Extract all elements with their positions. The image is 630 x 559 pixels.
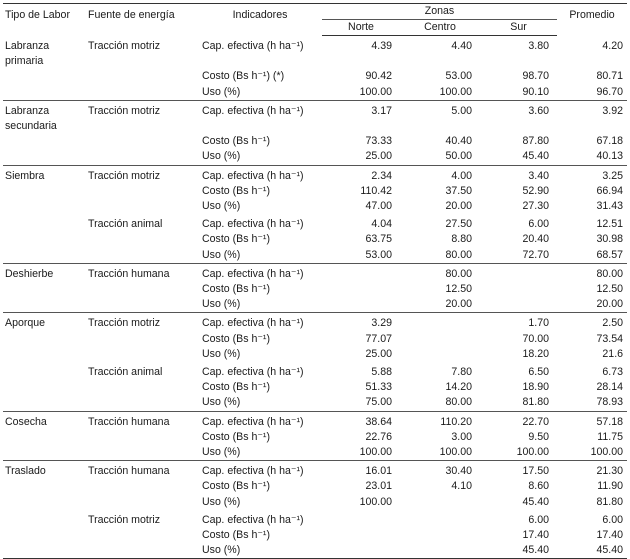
cell-tipo-labor	[3, 528, 86, 543]
cell-fuente-energia	[86, 85, 198, 101]
cell-sur: 6.50	[528, 365, 550, 378]
cell-tipo-labor	[3, 184, 86, 199]
cell-norte: 16.01	[322, 461, 400, 480]
table-row	[3, 380, 627, 395]
cell-promedio: 78.93	[596, 396, 624, 409]
header-centro: Centro	[400, 20, 480, 36]
cell-norte: 110.42	[360, 184, 392, 197]
cell-promedio: 73.54	[596, 332, 624, 345]
table-row	[3, 411, 627, 430]
cell-fuente-energia	[86, 430, 198, 445]
cell-indicador: Costo (Bs h⁻¹)	[202, 184, 270, 197]
cell-tipo-labor	[3, 297, 86, 313]
cell-tipo-labor	[3, 199, 86, 214]
cell-norte: 51.33	[365, 381, 392, 394]
cell-sur: 45.40	[522, 495, 550, 508]
cell-fuente-energia	[86, 380, 198, 395]
cell-centro: 3.00	[451, 430, 472, 443]
cell-promedio: 2.50	[557, 313, 627, 332]
cell-norte: 90.42	[365, 70, 392, 83]
cell-indicador: Cap. efectiva (h ha⁻¹)	[198, 100, 322, 134]
cell-norte: 3.17	[322, 100, 400, 134]
cell-centro: 20.00	[445, 199, 472, 212]
cell-indicador: Uso (%)	[202, 248, 241, 261]
cell-promedio: 45.40	[557, 543, 627, 559]
cell-sur: 1.70	[480, 313, 557, 332]
cell-sur: 3.80	[528, 40, 550, 53]
cell-norte: 22.76	[365, 430, 392, 443]
cell-sur: 18.90	[522, 381, 550, 394]
cell-sur	[480, 263, 557, 282]
cell-centro	[400, 332, 480, 347]
header-indicadores: Indicadores	[198, 4, 322, 36]
cell-tipo-labor	[3, 85, 86, 101]
cell-sur: 9.50	[528, 430, 550, 443]
header-zonas: Zonas	[322, 4, 557, 20]
table-row	[3, 282, 627, 297]
cell-tipo-labor	[3, 380, 86, 395]
cell-fuente-energia: Tracción motriz	[86, 165, 198, 184]
cell-indicador: Cap. efectiva (h ha⁻¹)	[202, 365, 304, 378]
cell-tipo-labor	[3, 495, 86, 510]
cell-promedio: 12.50	[596, 282, 624, 295]
table-row	[3, 248, 627, 264]
cell-indicador: Cap. efectiva (h ha⁻¹)	[198, 263, 322, 282]
cell-sur: 90.10	[522, 85, 550, 98]
cell-centro: 4.40	[451, 40, 472, 53]
table-row	[3, 100, 627, 134]
cell-norte: 3.29	[322, 313, 400, 332]
cell-indicador: Costo (Bs h⁻¹)	[202, 332, 270, 345]
cell-indicador: Costo (Bs h⁻¹)	[202, 135, 270, 148]
cell-promedio: 3.92	[557, 100, 627, 134]
cell-norte: 100.00	[359, 445, 392, 458]
table-row	[3, 332, 627, 347]
table-row	[3, 347, 627, 362]
cell-centro	[400, 510, 480, 528]
cell-sur: 27.30	[522, 199, 550, 212]
cell-indicador: Costo (Bs h⁻¹)	[202, 480, 270, 493]
cell-norte: 100.00	[359, 85, 392, 98]
cell-fuente-energia	[86, 282, 198, 297]
cell-sur: 6.00	[528, 218, 550, 231]
cell-sur: 52.90	[522, 184, 550, 197]
cell-centro: 27.50	[445, 218, 472, 231]
cell-fuente-energia	[86, 297, 198, 313]
table-row	[3, 149, 627, 165]
cell-sur: 20.40	[522, 233, 550, 246]
cell-centro	[400, 495, 480, 510]
cell-promedio: 28.14	[596, 381, 624, 394]
cell-fuente-energia: Tracción humana	[86, 461, 198, 480]
header-promedio: Promedio	[557, 4, 627, 36]
cell-indicador: Costo (Bs h⁻¹)	[202, 529, 270, 541]
cell-indicador: Uso (%)	[198, 543, 322, 559]
cell-centro: 40.40	[445, 135, 472, 148]
cell-sur: 45.40	[480, 543, 557, 559]
cell-tipo-labor	[3, 362, 86, 380]
cell-centro: 4.00	[400, 165, 480, 184]
cell-fuente-energia: Tracción humana	[86, 263, 198, 282]
cell-centro: 100.00	[439, 445, 472, 458]
cell-fuente-energia	[86, 445, 198, 461]
cell-indicador: Costo (Bs h⁻¹)	[202, 233, 270, 246]
cell-tipo-labor	[3, 232, 86, 247]
cell-indicador: Uso (%)	[202, 150, 241, 163]
cell-promedio: 21.30	[557, 461, 627, 480]
cell-promedio: 80.00	[557, 263, 627, 282]
cell-centro: 80.00	[445, 396, 472, 409]
cell-fuente-energia: Tracción humana	[86, 411, 198, 430]
cell-tipo-labor	[3, 69, 86, 84]
cell-centro: 12.50	[445, 282, 472, 295]
table-body	[3, 36, 627, 559]
cell-indicador: Uso (%)	[202, 199, 241, 212]
cell-centro: 30.40	[400, 461, 480, 480]
cell-promedio: 12.51	[596, 218, 624, 231]
cell-centro: 37.50	[445, 184, 472, 197]
cell-tipo-labor: Traslado	[3, 461, 86, 480]
cell-promedio: 81.80	[596, 495, 624, 508]
cell-sur: 3.60	[480, 100, 557, 134]
cell-fuente-energia	[86, 332, 198, 347]
cell-promedio: 30.98	[596, 233, 624, 246]
cell-fuente-energia	[86, 248, 198, 264]
cell-norte: 4.39	[371, 40, 392, 53]
table-row	[3, 85, 627, 101]
cell-fuente-energia	[86, 495, 198, 510]
table-row	[3, 36, 627, 69]
cell-promedio: 66.94	[596, 184, 624, 197]
table-row	[3, 430, 627, 445]
cell-fuente-energia: Tracción motriz	[88, 39, 161, 52]
cell-promedio: 6.73	[602, 365, 624, 378]
cell-tipo-labor	[3, 395, 86, 411]
cell-promedio: 20.00	[596, 298, 624, 311]
table-row	[3, 232, 627, 247]
cell-sur: 87.80	[522, 135, 550, 148]
cell-fuente-energia: Tracción motriz	[88, 513, 161, 526]
cell-fuente-energia	[86, 232, 198, 247]
cell-promedio: 68.57	[596, 248, 624, 261]
cell-indicador: Uso (%)	[202, 445, 241, 458]
cell-indicador: Cap. efectiva (h ha⁻¹)	[198, 165, 322, 184]
table-row	[3, 461, 627, 480]
cell-centro: 53.00	[445, 70, 472, 83]
cell-norte	[322, 297, 400, 313]
cell-tipo-labor	[3, 134, 86, 149]
cell-centro: 20.00	[445, 298, 472, 311]
table-row	[3, 69, 627, 84]
table-row	[3, 362, 627, 380]
cell-norte: 38.64	[322, 411, 400, 430]
table-row	[3, 199, 627, 214]
cell-centro: 8.80	[451, 233, 472, 246]
cell-fuente-energia	[86, 347, 198, 362]
cell-fuente-energia: Tracción animal	[88, 365, 163, 378]
cell-promedio: 57.18	[557, 411, 627, 430]
cell-centro: 110.20	[400, 411, 480, 430]
cell-tipo-labor	[3, 479, 86, 494]
cell-norte: 5.88	[371, 365, 392, 378]
cell-promedio: 17.40	[596, 529, 624, 541]
cell-fuente-energia: Tracción animal	[88, 218, 163, 231]
table-row	[3, 445, 627, 461]
cell-tipo-labor	[3, 149, 86, 165]
table-row	[3, 510, 627, 528]
cell-norte	[322, 528, 400, 543]
cell-sur: 22.70	[480, 411, 557, 430]
cell-indicador: Cap. efectiva (h ha⁻¹)	[202, 513, 304, 526]
table-row	[3, 479, 627, 494]
cell-norte: 23.01	[365, 480, 392, 493]
cell-tipo-labor	[3, 510, 86, 528]
header-norte: Norte	[322, 20, 400, 36]
cell-promedio: 100.00	[590, 445, 624, 458]
cell-centro: 14.20	[445, 381, 472, 394]
cell-promedio: 21.6	[602, 347, 624, 360]
cell-promedio: 40.13	[596, 150, 624, 163]
cell-tipo-labor	[3, 543, 86, 559]
cell-tipo-labor	[3, 282, 86, 297]
cell-promedio: 4.20	[602, 39, 624, 52]
cell-norte: 53.00	[365, 248, 392, 261]
table-row	[3, 528, 627, 543]
cell-norte: 25.00	[365, 150, 392, 163]
cell-promedio: 6.00	[602, 513, 624, 526]
header-fuente-energia: Fuente de energía	[86, 4, 198, 36]
cell-centro: 80.00	[400, 263, 480, 282]
cell-sur: 45.40	[522, 150, 550, 163]
cell-sur: 6.00	[528, 513, 550, 526]
cell-sur: 72.70	[522, 248, 550, 261]
cell-tipo-labor: Labranza secundaria	[3, 100, 86, 134]
cell-fuente-energia	[86, 528, 198, 543]
cell-sur: 98.70	[522, 70, 550, 83]
cell-sur: 100.00	[516, 445, 550, 458]
table-container	[3, 3, 627, 559]
cell-norte: 25.00	[365, 347, 392, 360]
cell-centro: 7.80	[451, 365, 472, 378]
cell-indicador: Cap. efectiva (h ha⁻¹)	[198, 313, 322, 332]
cell-indicador: Cap. efectiva (h ha⁻¹)	[202, 39, 304, 52]
cell-tipo-labor: Deshierbe	[3, 263, 86, 282]
table-row	[3, 134, 627, 149]
cell-fuente-energia	[86, 199, 198, 214]
cell-promedio: 11.90	[597, 480, 624, 493]
cell-fuente-energia	[86, 184, 198, 199]
cell-centro: 100.00	[439, 85, 472, 98]
table-row	[3, 184, 627, 199]
cell-indicador: Uso (%)	[202, 495, 241, 508]
cell-indicador: Cap. efectiva (h ha⁻¹)	[198, 461, 322, 480]
cell-sur: 81.80	[522, 396, 550, 409]
table-row	[3, 263, 627, 282]
cell-tipo-labor	[3, 445, 86, 461]
data-table	[3, 3, 627, 559]
cell-norte: 63.75	[365, 233, 392, 246]
cell-fuente-energia: Tracción motriz	[86, 100, 198, 134]
cell-sur: 3.40	[480, 165, 557, 184]
cell-fuente-energia	[86, 479, 198, 494]
cell-tipo-labor: Aporque	[3, 313, 86, 332]
cell-sur: 18.20	[522, 347, 550, 360]
cell-tipo-labor: Labranza primaria	[5, 39, 50, 68]
cell-indicador: Uso (%)	[202, 298, 241, 311]
cell-sur	[480, 297, 557, 313]
cell-promedio: 80.71	[596, 70, 624, 83]
cell-indicador: Uso (%)	[202, 396, 241, 409]
header-sur: Sur	[480, 20, 557, 36]
cell-fuente-energia	[86, 134, 198, 149]
table-row	[3, 165, 627, 184]
cell-indicador: Costo (Bs h⁻¹)	[202, 381, 270, 394]
cell-tipo-labor	[3, 347, 86, 362]
table-row	[3, 543, 627, 559]
table-row	[3, 214, 627, 232]
cell-sur: 17.40	[522, 529, 550, 541]
cell-promedio: 67.18	[596, 135, 624, 148]
cell-centro	[400, 543, 480, 559]
cell-norte	[322, 510, 400, 528]
table-row	[3, 395, 627, 411]
table-row	[3, 297, 627, 313]
cell-sur: 17.50	[480, 461, 557, 480]
cell-tipo-labor: Siembra	[3, 165, 86, 184]
cell-indicador: Uso (%)	[202, 347, 241, 360]
cell-indicador: Cap. efectiva (h ha⁻¹)	[198, 411, 322, 430]
cell-fuente-energia: Tracción motriz	[86, 313, 198, 332]
cell-norte: 2.34	[322, 165, 400, 184]
cell-tipo-labor	[3, 248, 86, 264]
cell-norte: 75.00	[365, 396, 392, 409]
cell-sur: 8.60	[528, 480, 550, 493]
header-tipo-labor: Tipo de Labor	[3, 4, 86, 36]
cell-norte: 47.00	[365, 199, 392, 212]
cell-indicador: Costo (Bs h⁻¹) (*)	[202, 70, 285, 83]
cell-norte	[322, 282, 400, 297]
cell-norte: 73.33	[365, 135, 392, 148]
cell-sur: 70.00	[522, 332, 550, 345]
cell-fuente-energia	[86, 395, 198, 411]
cell-tipo-labor	[3, 430, 86, 445]
cell-promedio: 11.75	[597, 430, 624, 443]
cell-sur	[480, 282, 557, 297]
cell-indicador: Cap. efectiva (h ha⁻¹)	[202, 218, 304, 231]
cell-norte	[322, 263, 400, 282]
cell-centro	[400, 528, 480, 543]
cell-indicador: Costo (Bs h⁻¹)	[202, 282, 270, 295]
cell-centro	[400, 313, 480, 332]
cell-norte: 100.00	[359, 495, 392, 508]
cell-centro: 80.00	[445, 248, 472, 261]
cell-fuente-energia	[86, 149, 198, 165]
cell-indicador: Uso (%)	[202, 85, 241, 98]
cell-centro: 5.00	[400, 100, 480, 134]
cell-norte: 77.07	[365, 332, 392, 345]
cell-promedio: 3.25	[557, 165, 627, 184]
cell-indicador: Costo (Bs h⁻¹)	[202, 430, 270, 443]
cell-norte	[322, 543, 400, 559]
cell-fuente-energia	[86, 69, 198, 84]
cell-fuente-energia	[86, 543, 198, 559]
cell-tipo-labor	[3, 332, 86, 347]
cell-promedio: 31.43	[596, 199, 624, 212]
cell-norte: 4.04	[371, 218, 392, 231]
cell-centro	[400, 347, 480, 362]
table-row	[3, 313, 627, 332]
cell-promedio: 96.70	[596, 85, 624, 98]
cell-centro: 4.10	[451, 480, 472, 493]
table-row	[3, 495, 627, 510]
cell-tipo-labor	[3, 214, 86, 232]
cell-centro: 50.00	[445, 150, 472, 163]
cell-tipo-labor: Cosecha	[3, 411, 86, 430]
